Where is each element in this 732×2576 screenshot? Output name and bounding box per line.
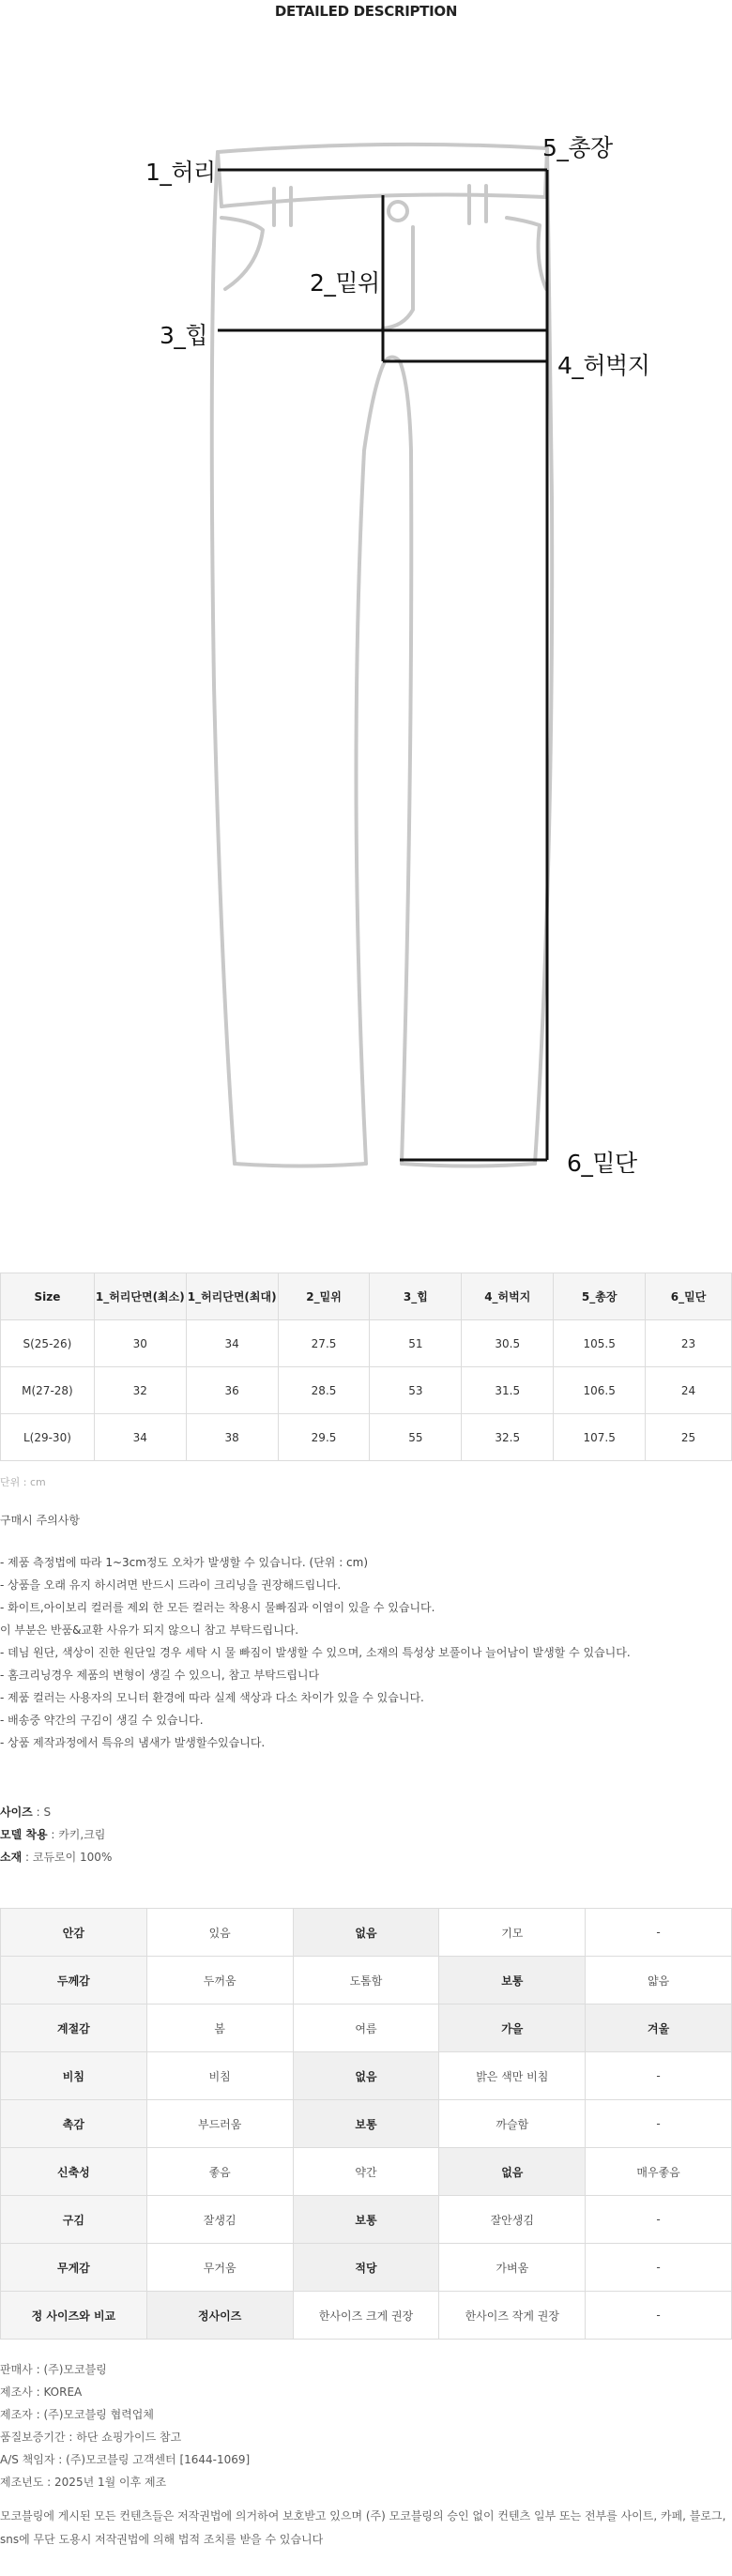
right-hem [402, 1164, 535, 1166]
fabric-option-cell: 무거움 [146, 2244, 293, 2292]
fabric-option-cell: 좋음 [146, 2148, 293, 2196]
page-title: DETAILED DESCRIPTION [274, 3, 458, 20]
fabric-option-cell: 없음 [293, 2052, 439, 2100]
product-info [0, 1801, 732, 1868]
table-row [1, 2052, 732, 2100]
table-row [1, 1414, 732, 1461]
fabric-option-cell: 비침 [146, 2052, 293, 2100]
model-info-row: 모델 착용 : 카키,크림 [0, 1828, 106, 1841]
fabric-property-label: 두께감 [1, 1957, 147, 2004]
hip-col-header: 3_힙 [370, 1273, 462, 1320]
fly-stitch [383, 227, 413, 328]
fabric-property-label: 촉감 [1, 2100, 147, 2148]
fabric-option-cell: 한사이즈 작게 권장 [439, 2292, 586, 2340]
fabric-option-cell: 가벼움 [439, 2244, 586, 2292]
fabric-option-cell: 있음 [146, 1909, 293, 1957]
table-cell: 36 [186, 1367, 278, 1414]
fabric-property-label: 비침 [1, 2052, 147, 2100]
size-info-value: S [43, 1806, 52, 1819]
list-item: - 데님 원단, 색상이 진한 원단일 경우 세탁 시 물 빠짐이 발생할 수 있으며, 소재의 특성상 보풀이나 늘어남이 발생할 수 있습니다. [0, 1646, 631, 1659]
fabric-option-cell: 잘안생김 [439, 2196, 586, 2244]
fabric-option-cell: 부드러움 [146, 2100, 293, 2148]
material-info-value: 코듀로이 100% [32, 1851, 113, 1864]
table-row [1, 1957, 732, 2004]
fabric-property-label: 안감 [1, 1909, 147, 1957]
unit-note: 단위 : cm [0, 1476, 46, 1488]
fabric-property-label: 계절감 [1, 2004, 147, 2052]
model-info-value: 카키,크림 [58, 1828, 106, 1841]
table-row [1, 1320, 732, 1367]
fabric-option-cell: 기모 [439, 1909, 586, 1957]
table-row [1, 1909, 732, 1957]
waistband-top [218, 145, 547, 152]
manufacturer-line: 제조자 : (주)모코블링 협력업체 [0, 2408, 154, 2421]
warranty-line: 품질보증기간 : 하단 쇼핑가이드 참고 [0, 2431, 182, 2444]
as-contact-line: A/S 책임자 : (주)모코블링 고객센터 [1644-1069] [0, 2453, 251, 2466]
table-cell: 34 [94, 1414, 186, 1461]
list-item: - 제품 측정법에 따라 1~3cm정도 오차가 발생할 수 있습니다. (단위 : cm) [0, 1556, 369, 1569]
list-item: - 제품 컬러는 사용자의 모니터 환경에 따라 실제 색상과 다소 차이가 있을 수 있습니다. [0, 1691, 424, 1704]
fabric-option-cell: - [586, 2244, 732, 2292]
notes-title: 구매시 주의사항 [0, 1514, 80, 1527]
table-cell: 24 [646, 1367, 732, 1414]
fabric-option-cell: 봄 [146, 2004, 293, 2052]
fabric-option-cell: 약간 [293, 2148, 439, 2196]
fabric-option-cell: 한사이즈 크게 권장 [293, 2292, 439, 2340]
purchase-notes [0, 1512, 732, 1754]
model-info-label: 모델 착용 [0, 1828, 48, 1841]
size-table-header-row [1, 1273, 732, 1320]
table-cell: 53 [370, 1367, 462, 1414]
fabric-option-cell: 여름 [293, 2004, 439, 2052]
thigh-col-header: 4_허벅지 [462, 1273, 554, 1320]
manufacturer-info [0, 2358, 732, 2493]
pocket-right [507, 218, 546, 289]
label-thigh: 4_허벅지 [557, 352, 650, 379]
fabric-option-cell: 없음 [293, 1909, 439, 1957]
table-cell: 25 [646, 1414, 732, 1461]
left-hem [235, 1164, 366, 1166]
pants-measurement-diagram [0, 28, 732, 1201]
fabric-option-cell: 보통 [439, 1957, 586, 2004]
table-cell: 30 [94, 1320, 186, 1367]
fabric-option-cell: 도톰함 [293, 1957, 439, 2004]
table-cell: 107.5 [554, 1414, 646, 1461]
fabric-option-cell: 정사이즈 [146, 2292, 293, 2340]
belt-loop-right [469, 186, 486, 223]
fabric-option-cell: - [586, 2052, 732, 2100]
label-rise: 2_밑위 [310, 269, 380, 297]
list-item: - 상품 제작과정에서 특유의 냄새가 발생할수있습니다. [0, 1736, 266, 1749]
fabric-option-cell: - [586, 2100, 732, 2148]
table-row [1, 2004, 732, 2052]
table-cell: 34 [186, 1320, 278, 1367]
copyright-notice: 모코블링에 게시된 모든 컨텐츠들은 저작권법에 의거하여 보호받고 있으며 (주) 모코블링의 승인 없이 컨텐츠 일부 또는 전부를 사이트, 카페, 블로그, sns에 무단 도용시 저작권법에 의해 법적 조치를 받을 수 있습니다 [0, 2509, 726, 2546]
size-info-label: 사이즈 [0, 1806, 33, 1819]
list-item: - 배송중 약간의 구김이 생길 수 있습니다. [0, 1714, 204, 1727]
fabric-option-cell: 얇음 [586, 1957, 732, 2004]
fabric-option-cell: 가을 [439, 2004, 586, 2052]
fabric-property-label: 구김 [1, 2196, 147, 2244]
size-col-header: Size [1, 1273, 95, 1320]
fabric-option-cell: - [586, 2292, 732, 2340]
left-leg-inseam [356, 361, 385, 1164]
fabric-option-cell: 없음 [439, 2148, 586, 2196]
table-cell: 31.5 [462, 1367, 554, 1414]
table-cell: 30.5 [462, 1320, 554, 1367]
waist-min-col-header: 1_허리단면(최소) [94, 1273, 186, 1320]
table-cell: 106.5 [554, 1367, 646, 1414]
label-hem: 6_밑단 [567, 1150, 637, 1177]
belt-loop-left [274, 188, 291, 225]
size-info-row: 사이즈 : S [0, 1806, 52, 1819]
waist-max-col-header: 1_허리단면(최대) [186, 1273, 278, 1320]
length-col-header: 5_총장 [554, 1273, 646, 1320]
label-hip: 3_힙 [160, 322, 208, 349]
right-leg-inseam [400, 361, 411, 1164]
list-item: - 화이트,아이보리 컬러를 제외 한 모든 컬러는 착용시 물빠짐과 이염이 있을 수 있습니다. [0, 1601, 435, 1614]
fabric-property-label: 정 사이즈와 비교 [1, 2292, 147, 2340]
list-item: - 홈크리닝경우 제품의 변형이 생길 수 있으니, 참고 부탁드립니다 [0, 1669, 320, 1682]
fabric-option-cell: 겨울 [586, 2004, 732, 2052]
fabric-option-cell: 보통 [293, 2196, 439, 2244]
fabric-option-cell: 적당 [293, 2244, 439, 2292]
fabric-option-cell: 매우좋음 [586, 2148, 732, 2196]
table-cell: 38 [186, 1414, 278, 1461]
fabric-option-cell: 보통 [293, 2100, 439, 2148]
table-cell: 32.5 [462, 1414, 554, 1461]
size-table [0, 1273, 732, 1461]
fabric-property-label: 신축성 [1, 2148, 147, 2196]
table-cell: 23 [646, 1320, 732, 1367]
label-length: 5_총장 [542, 134, 613, 161]
material-info-label: 소재 [0, 1851, 23, 1864]
table-row [1, 1367, 732, 1414]
table-row [1, 2148, 732, 2196]
fabric-option-cell: 두꺼움 [146, 1957, 293, 2004]
fabric-property-label: 무게감 [1, 2244, 147, 2292]
seller-line: 판매사 : (주)모코블링 [0, 2363, 107, 2376]
pants-illustration [0, 28, 732, 1201]
label-waist: 1_허리 [145, 159, 216, 186]
fabric-option-cell: 밝은 색만 비침 [439, 2052, 586, 2100]
table-cell: 27.5 [278, 1320, 370, 1367]
material-info-row: 소재 : 코듀로이 100% [0, 1851, 113, 1864]
production-date-line: 제조년도 : 2025년 1월 이후 제조 [0, 2476, 167, 2489]
table-row [1, 2196, 732, 2244]
table-cell: M(27-28) [1, 1367, 95, 1414]
table-cell: 55 [370, 1414, 462, 1461]
rise-col-header: 2_밑위 [278, 1273, 370, 1320]
table-row [1, 2292, 732, 2340]
right-leg-outseam [535, 148, 552, 1164]
table-cell: 51 [370, 1320, 462, 1367]
fabric-option-cell: 까슬함 [439, 2100, 586, 2148]
left-leg-outseam [212, 152, 235, 1164]
table-cell: 29.5 [278, 1414, 370, 1461]
table-cell: 32 [94, 1367, 186, 1414]
fabric-option-cell: 잘생김 [146, 2196, 293, 2244]
fabric-option-cell: - [586, 2196, 732, 2244]
table-row [1, 2244, 732, 2292]
table-cell: S(25-26) [1, 1320, 95, 1367]
pocket-left [221, 218, 263, 289]
hem-col-header: 6_밑단 [646, 1273, 732, 1320]
country-line: 제조사 : KOREA [0, 2385, 83, 2399]
notes-list [0, 1551, 732, 1754]
table-cell: 105.5 [554, 1320, 646, 1367]
fabric-option-cell: - [586, 1909, 732, 1957]
table-cell: L(29-30) [1, 1414, 95, 1461]
list-item: - 상품을 오래 유지 하시려면 반드시 드라이 크리닝을 권장해드립니다. [0, 1578, 342, 1592]
list-item: 이 부분은 반품&교환 사유가 되지 않으니 참고 부탁드립니다. [0, 1623, 299, 1637]
table-row [1, 2100, 732, 2148]
fabric-properties-table [0, 1908, 732, 2340]
table-cell: 28.5 [278, 1367, 370, 1414]
waist-button [389, 202, 407, 221]
